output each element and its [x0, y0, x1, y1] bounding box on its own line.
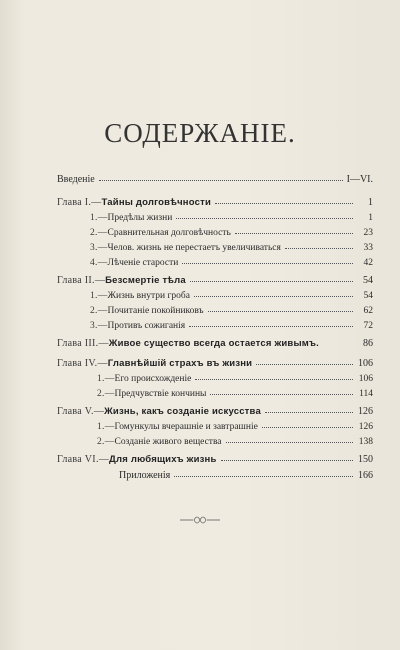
entry-label: Созданіе живого вещества — [114, 437, 222, 447]
ornament-divider — [0, 515, 400, 528]
chapter-prefix: Глава I.— — [57, 197, 102, 208]
chapter-prefix: Глава IV.— — [57, 358, 108, 369]
toc-entry-section-4-1 — [97, 371, 373, 385]
dot-leader — [208, 311, 353, 312]
dot-leader — [99, 180, 343, 181]
entry-page: 1 — [368, 197, 373, 208]
chapter-prefix: Глава III.— — [57, 338, 109, 349]
fleuron-icon — [180, 515, 220, 525]
dot-leader — [210, 394, 353, 395]
toc-entry-section-1-1 — [90, 210, 373, 224]
entry-label: Челов. жизнь не перестаетъ увеличиваться — [107, 243, 281, 253]
chapter-prefix: Глава VI.— — [57, 454, 110, 465]
entry-label: Почитаніе покойниковъ — [107, 306, 204, 316]
section-prefix: 1.— — [90, 213, 108, 223]
toc-entry-section-1-4 — [90, 255, 373, 269]
section-prefix: 2.— — [97, 437, 115, 447]
entry-page: 114 — [359, 389, 373, 399]
dot-leader — [265, 412, 353, 413]
entry-page: 54 — [363, 275, 373, 286]
toc-entry-chapter-6 — [57, 452, 373, 466]
dot-leader — [189, 326, 353, 327]
toc-entry-chapter-5 — [57, 404, 373, 418]
section-prefix: 1.— — [97, 374, 115, 384]
entry-page: 126 — [358, 406, 373, 417]
toc-entry-chapter-3 — [57, 336, 373, 350]
entry-page: 33 — [363, 243, 373, 253]
dot-leader — [323, 344, 353, 345]
toc-entry-section-2-2 — [90, 303, 373, 317]
entry-page: 1 — [368, 213, 373, 223]
entry-label: Тайны долговѣчности — [101, 197, 212, 208]
section-prefix: 2.— — [90, 228, 108, 238]
entry-page: 166 — [358, 470, 373, 481]
toc-entry-section-1-3 — [90, 240, 373, 254]
entry-label: Живое существо всегда остается живымъ. — [108, 338, 319, 349]
entry-page: 62 — [363, 306, 373, 316]
chapter-prefix: Глава V.— — [57, 406, 105, 417]
dot-leader — [182, 263, 353, 264]
dot-leader — [215, 203, 353, 204]
dot-leader — [262, 427, 353, 428]
toc-entry-section-5-1 — [97, 419, 373, 433]
dot-leader — [195, 379, 353, 380]
entry-page: 54 — [363, 291, 373, 301]
chapter-prefix: Глава II.— — [57, 275, 106, 286]
entry-page: 86 — [363, 338, 373, 349]
entry-page: I—VI. — [346, 174, 373, 185]
section-prefix: 2.— — [90, 306, 108, 316]
dot-leader — [226, 442, 353, 443]
toc-entry-section-1-2 — [90, 225, 373, 239]
toc-entry-section-4-2 — [97, 386, 373, 400]
section-prefix: 3.— — [90, 321, 108, 331]
dot-leader — [174, 476, 353, 477]
entry-label: Гомункулы вчерашніе и завтрашніе — [114, 422, 258, 432]
entry-page: 72 — [363, 321, 373, 331]
section-prefix: 1.— — [90, 291, 108, 301]
section-prefix: 1.— — [97, 422, 115, 432]
entry-label: Предчувствіе кончины — [114, 389, 207, 399]
toc-entry-chapter-4 — [57, 356, 373, 370]
section-prefix: 2.— — [97, 389, 115, 399]
page-title: СОДЕРЖАНІЕ. — [104, 118, 296, 148]
toc-entry-introduction — [57, 172, 373, 186]
entry-label: Введеніе — [57, 174, 95, 185]
toc-entry-chapter-1 — [57, 195, 373, 209]
entry-label: Главнѣйшій страхъ въ жизни — [107, 358, 253, 369]
entry-label: Безсмертіе тѣла — [105, 275, 186, 286]
dot-leader — [235, 233, 353, 234]
toc-entry-section-5-2 — [97, 434, 373, 448]
toc-entry-section-2-3 — [90, 318, 373, 332]
section-prefix: 3.— — [90, 243, 108, 253]
dot-leader — [190, 281, 353, 282]
dot-leader — [194, 296, 353, 297]
dot-leader — [256, 364, 353, 365]
entry-page: 106 — [358, 374, 373, 384]
toc-entry-chapter-2 — [57, 273, 373, 287]
entry-page: 23 — [363, 228, 373, 238]
entry-page: 106 — [358, 358, 373, 369]
entry-page: 150 — [358, 454, 373, 465]
dot-leader — [221, 460, 353, 461]
dot-leader — [285, 248, 353, 249]
entry-label: Жизнь, какъ созданіе искусства — [104, 406, 261, 417]
entry-page: 126 — [358, 422, 373, 432]
entry-label: Лѣченіе старости — [107, 258, 179, 268]
entry-label: Приложенія — [119, 470, 171, 481]
section-prefix: 4.— — [90, 258, 108, 268]
entry-label: Предѣлы жизни — [107, 213, 173, 223]
entry-label: Для любящихъ жизнь — [109, 454, 217, 465]
entry-page: 42 — [363, 258, 373, 268]
entry-label: Сравнительная долговѣчность — [107, 228, 231, 238]
toc-entry-section-2-1 — [90, 288, 373, 302]
entry-label: Противъ сожиганія — [107, 321, 186, 331]
toc-entry-appendices — [119, 468, 373, 482]
entry-label: Жизнь внутри гроба — [107, 291, 190, 301]
entry-label: Его происхожденіе — [114, 374, 192, 384]
dot-leader — [176, 218, 353, 219]
entry-page: 138 — [358, 437, 373, 447]
